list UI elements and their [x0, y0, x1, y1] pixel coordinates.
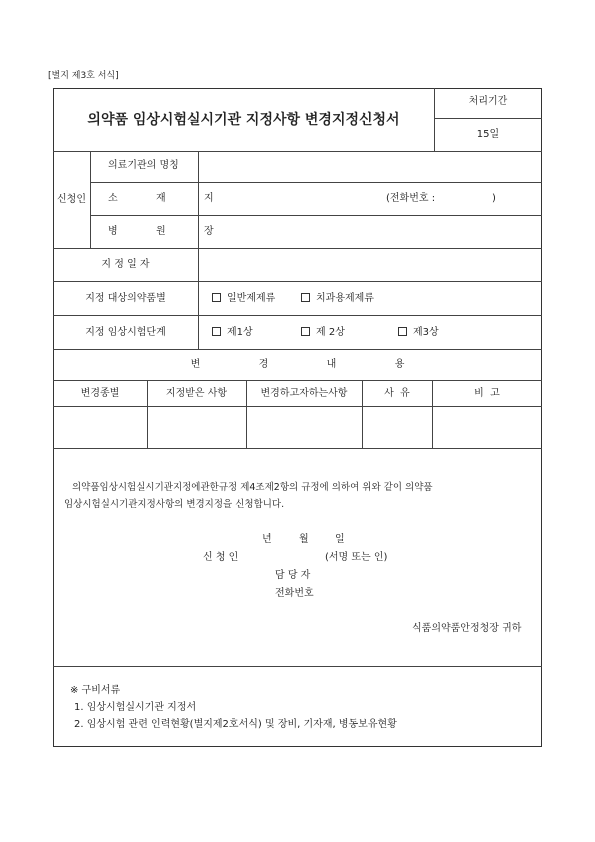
- col-designated: 지정받은 사항: [165, 388, 228, 399]
- option-general[interactable]: 일반제제류: [212, 293, 275, 305]
- phone-close: ): [492, 193, 496, 204]
- phone-label: (전화번호 :: [386, 193, 436, 204]
- target-drug-label: 지정 대상의약품별: [85, 293, 166, 304]
- checkbox-icon[interactable]: [398, 327, 407, 336]
- designation-date-label: 지 정 일 자: [101, 259, 150, 270]
- recipient: 식품의약품안정청장 귀하: [412, 623, 522, 634]
- institution-name-field[interactable]: [199, 152, 541, 181]
- option-dental[interactable]: 치과용제제류: [301, 293, 374, 305]
- phone-number-label: 전화번호: [275, 588, 314, 599]
- remarks-cell[interactable]: [433, 407, 541, 447]
- address-label: 소 재 지: [108, 193, 214, 204]
- option-phase1[interactable]: 제1상: [212, 327, 253, 339]
- designated-cell[interactable]: [148, 407, 245, 447]
- processing-label: 처리기간: [468, 96, 508, 107]
- date-month: 월: [299, 534, 309, 545]
- form-label: [별지 제3호 서식]: [48, 71, 119, 81]
- applicant-sign-label: 신 청 인: [203, 552, 239, 563]
- date-year: 년: [262, 534, 272, 545]
- designation-date-field[interactable]: [199, 249, 541, 280]
- attachments-title: ※ 구비서류: [70, 685, 121, 696]
- change-to-cell[interactable]: [247, 407, 361, 447]
- col-change-to: 변경하고자하는사항: [260, 388, 348, 399]
- option-phase2[interactable]: 제 2상: [301, 327, 345, 339]
- reason-cell[interactable]: [363, 407, 431, 447]
- checkbox-icon[interactable]: [301, 327, 310, 336]
- signature-note: (서명 또는 인): [325, 552, 388, 563]
- institution-name-label: 의료기관의 명칭: [108, 160, 179, 171]
- applicant-group-label: 신청인: [57, 194, 86, 205]
- change-type-cell[interactable]: [54, 407, 146, 447]
- attachment-item-2: 2. 임상시험 관련 인력현황(별지제2호서식) 및 장비, 기자재, 병동보유현황: [74, 719, 397, 730]
- processing-value: 15일: [476, 129, 500, 140]
- col-reason: 사 유: [384, 388, 410, 399]
- col-change-type: 변경종별: [80, 388, 120, 399]
- statement-line1: 의약품임상시험실시기관지정에관한규정 제4조제2항의 규정에 의하여 위와 같이 의약품: [72, 482, 433, 493]
- statement-line2: 임상시험실시기관지정사항의 변경지정을 신청합니다.: [64, 499, 285, 510]
- attachment-item-1: 1. 임상시험실시기관 지정서: [74, 702, 197, 713]
- option-phase3[interactable]: 제3상: [398, 327, 439, 339]
- address-field[interactable]: [199, 183, 541, 214]
- trial-phase-label: 지정 임상시험단계: [85, 327, 166, 338]
- checkbox-icon[interactable]: [212, 327, 221, 336]
- col-remarks: 비 고: [474, 388, 500, 399]
- contact-person-label: 담 당 자: [275, 570, 311, 581]
- checkbox-icon[interactable]: [212, 293, 221, 302]
- date-day: 일: [335, 534, 345, 545]
- checkbox-icon[interactable]: [301, 293, 310, 302]
- director-field[interactable]: [199, 216, 541, 247]
- form-title: 의약품 임상시험실시기관 지정사항 변경지정신청서: [87, 112, 400, 128]
- change-section-title: 변 경 내 용: [190, 359, 405, 370]
- director-label: 병 원 장: [108, 226, 214, 237]
